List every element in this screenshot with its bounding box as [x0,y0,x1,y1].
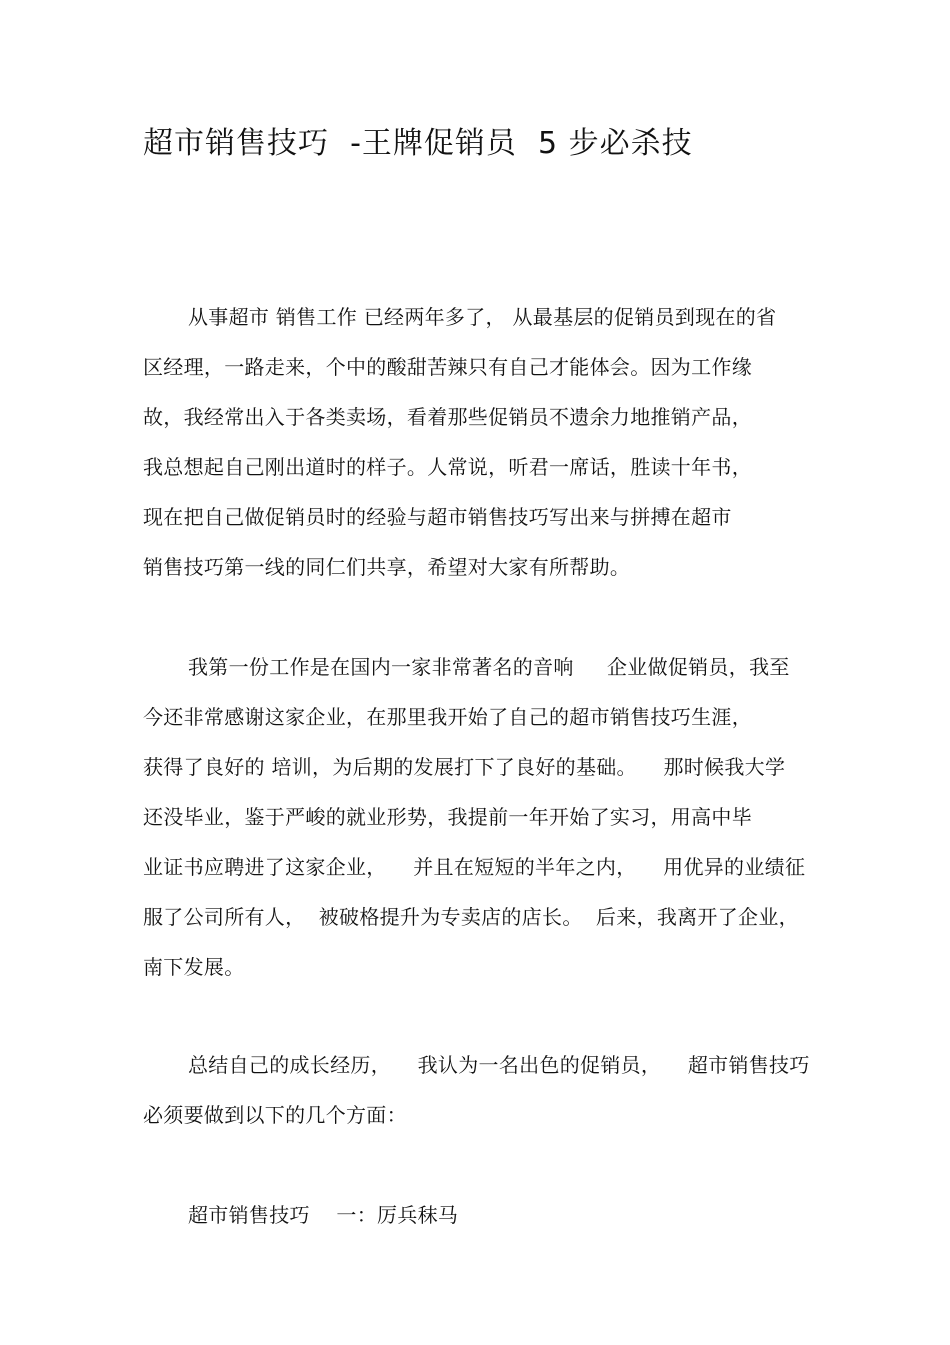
paragraph-2-line-2: 今还非常感谢这家企业，在那里我开始了自己的超市销售技巧生涯， [143,705,752,729]
document-title: 超市销售技巧 -王牌促销员 5 步必杀技 [143,126,693,161]
paragraph-1-line-3: 故，我经常出入于各类卖场，看着那些促销员不遗余力地推销产品， [143,405,752,429]
paragraph-1-line-6: 销售技巧第一线的同仁们共享，希望对大家有所帮助。 [143,555,631,579]
paragraph-1-line-1: 从事超市 销售工作 已经两年多了， 从最基层的促销员到现在的省 [188,305,777,329]
paragraph-3-line-1: 总结自己的成长经历， 我认为一名出色的促销员， 超市销售技巧 [188,1053,810,1077]
paragraph-3-line-2: 必须要做到以下的几个方面： [143,1103,407,1127]
paragraph-2-line-7: 南下发展。 [143,955,245,979]
paragraph-2-line-6: 服了公司所有人， 被破格提升为专卖店的店长。 后来，我离开了企业， [143,905,799,929]
paragraph-2-line-3: 获得了良好的 培训，为后期的发展打下了良好的基础。 那时候我大学 [143,755,786,779]
section-heading-1: 超市销售技巧 一：厉兵秣马 [188,1203,459,1227]
paragraph-1-line-2: 区经理，一路走来，个中的酸甜苦辣只有自己才能体会。因为工作缘 [143,355,752,379]
paragraph-1-line-4: 我总想起自己刚出道时的样子。人常说，听君一席话，胜读十年书， [143,455,752,479]
paragraph-2-line-1: 我第一份工作是在国内一家非常著名的音响 企业做促销员，我至 [188,655,790,679]
paragraph-2-line-5: 业证书应聘进了这家企业， 并且在短短的半年之内， 用优异的业绩征 [143,855,806,879]
paragraph-1-line-5: 现在把自己做促销员时的经验与超市销售技巧写出来与拼搏在超市 [143,505,732,529]
paragraph-2-line-4: 还没毕业，鉴于严峻的就业形势，我提前一年开始了实习，用高中毕 [143,805,752,829]
